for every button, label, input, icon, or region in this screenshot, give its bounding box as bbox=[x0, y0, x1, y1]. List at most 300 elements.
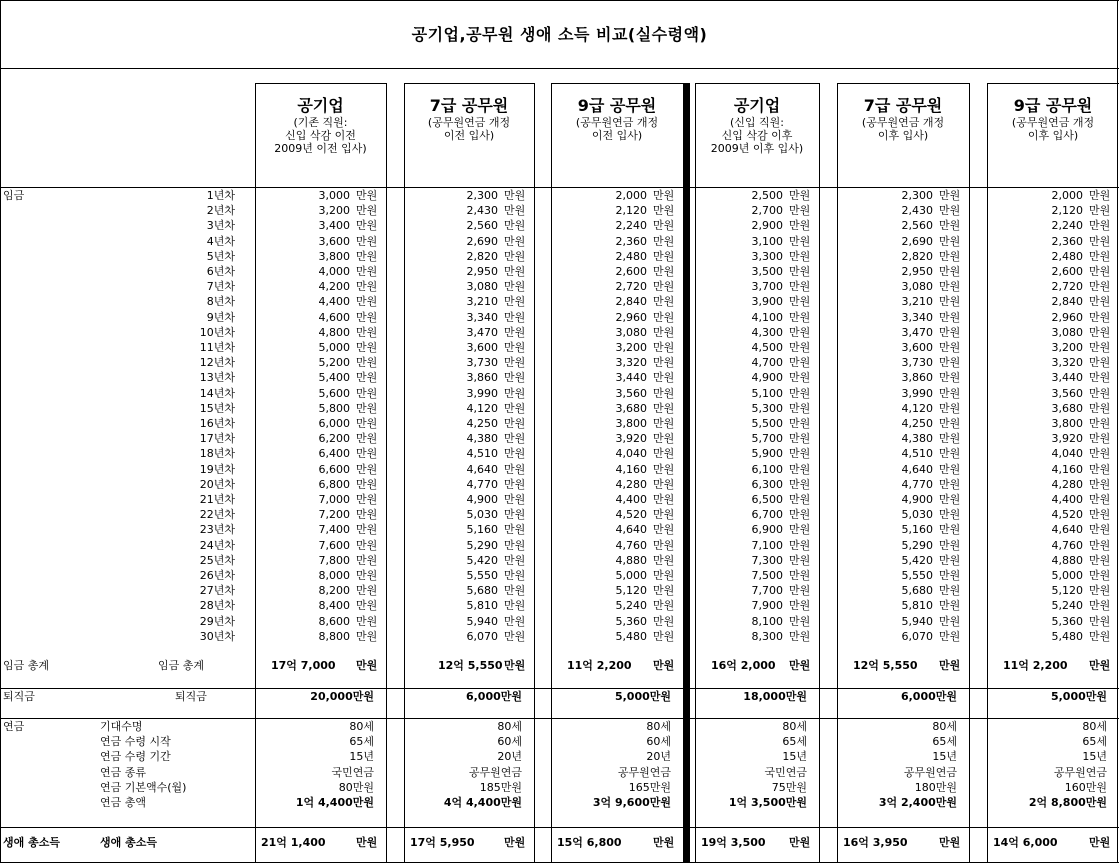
value-cell: 4,700 bbox=[751, 356, 783, 369]
unit-cell: 만원 bbox=[356, 402, 378, 415]
unit-cell: 만원 bbox=[1089, 599, 1111, 612]
value-cell: 5,800 bbox=[318, 402, 350, 415]
year-label: 10년차 bbox=[199, 326, 235, 339]
unit-cell: 만원 bbox=[653, 371, 675, 384]
unit-cell: 만원 bbox=[789, 599, 811, 612]
value-cell: 5,000만원 bbox=[1050, 690, 1107, 703]
value-cell: 1억 3,500만원 bbox=[728, 796, 807, 809]
unit-cell: 만원 bbox=[789, 508, 811, 521]
unit-cell: 만원 bbox=[653, 569, 675, 582]
unit-cell: 만원 bbox=[789, 371, 811, 384]
unit-cell: 만원 bbox=[653, 341, 675, 354]
unit-cell: 만원 bbox=[356, 250, 378, 263]
v-rule bbox=[386, 83, 387, 863]
value-cell: 80세 bbox=[497, 720, 522, 733]
unit-cell: 만원 bbox=[1089, 402, 1111, 415]
unit-cell: 만원 bbox=[653, 630, 675, 643]
pension-label: 연금 수령 기간 bbox=[100, 750, 171, 763]
unit-cell: 만원 bbox=[653, 250, 675, 263]
value-cell: 6,500 bbox=[751, 493, 783, 506]
unit-cell: 만원 bbox=[939, 615, 961, 628]
value-cell: 6,000 bbox=[318, 417, 350, 430]
unit-cell: 만원 bbox=[356, 280, 378, 293]
unit-cell: 만원 bbox=[789, 447, 811, 460]
h-rule bbox=[0, 68, 1119, 69]
value-cell: 5,600 bbox=[318, 387, 350, 400]
unit-cell: 만원 bbox=[653, 311, 675, 324]
value-cell: 5,300 bbox=[751, 402, 783, 415]
value-cell: 국민연금 bbox=[331, 766, 374, 779]
unit-cell: 만원 bbox=[356, 219, 378, 232]
value-cell: 7,900 bbox=[751, 599, 783, 612]
year-label: 19년차 bbox=[199, 463, 235, 476]
year-label: 5년차 bbox=[206, 250, 235, 263]
value-cell: 4,160 bbox=[615, 463, 647, 476]
value-cell: 5,030 bbox=[466, 508, 498, 521]
unit-cell: 만원 bbox=[1089, 341, 1111, 354]
year-label: 23년차 bbox=[199, 523, 235, 536]
unit-cell: 만원 bbox=[1089, 280, 1111, 293]
value-cell: 2,950 bbox=[901, 265, 933, 278]
unit-cell: 만원 bbox=[789, 523, 811, 536]
unit-cell: 만원 bbox=[939, 493, 961, 506]
value-cell: 2,120 bbox=[1051, 204, 1083, 217]
value-cell: 3,100 bbox=[751, 235, 783, 248]
value-cell: 3,080 bbox=[615, 326, 647, 339]
unit-cell: 만원 bbox=[939, 523, 961, 536]
value-cell: 7,600 bbox=[318, 539, 350, 552]
pension-label: 연금 기본액수(월) bbox=[100, 781, 187, 794]
unit-cell: 만원 bbox=[504, 265, 526, 278]
value-cell: 3,920 bbox=[1051, 432, 1083, 445]
unit-cell: 만원 bbox=[1089, 615, 1111, 628]
unit-cell: 만원 bbox=[653, 235, 675, 248]
value-cell: 2,360 bbox=[615, 235, 647, 248]
unit-cell: 만원 bbox=[1089, 417, 1111, 430]
unit-cell: 만원 bbox=[504, 539, 526, 552]
value-cell: 4억 4,400만원 bbox=[443, 796, 522, 809]
year-label: 15년차 bbox=[199, 402, 235, 415]
column-subtitle: (공무원연금 개정 이전 입사) bbox=[427, 116, 511, 142]
unit-cell: 만원 bbox=[789, 204, 811, 217]
unit-cell: 만원 bbox=[653, 447, 675, 460]
h-rule bbox=[0, 0, 1119, 1]
year-label: 29년차 bbox=[199, 615, 235, 628]
unit-cell: 만원 bbox=[504, 659, 526, 672]
unit-cell: 만원 bbox=[939, 189, 961, 202]
unit-cell: 만원 bbox=[1089, 219, 1111, 232]
unit-cell: 만원 bbox=[504, 402, 526, 415]
value-cell: 7,500 bbox=[751, 569, 783, 582]
value-cell: 2,840 bbox=[615, 295, 647, 308]
column-header bbox=[255, 96, 386, 155]
unit-cell: 만원 bbox=[653, 599, 675, 612]
year-label: 7년차 bbox=[206, 280, 235, 293]
unit-cell: 만원 bbox=[939, 584, 961, 597]
value-cell: 3,600 bbox=[901, 341, 933, 354]
unit-cell: 만원 bbox=[939, 402, 961, 415]
value-cell: 4,640 bbox=[615, 523, 647, 536]
unit-cell: 만원 bbox=[1089, 204, 1111, 217]
value-cell: 5,480 bbox=[615, 630, 647, 643]
value-cell: 5,360 bbox=[615, 615, 647, 628]
unit-cell: 만원 bbox=[1089, 463, 1111, 476]
column-subtitle: (공무원연금 개정 이전 입사) bbox=[575, 116, 659, 142]
value-cell: 2,720 bbox=[1051, 280, 1083, 293]
unit-cell: 만원 bbox=[356, 295, 378, 308]
value-cell: 6,070 bbox=[466, 630, 498, 643]
value-cell: 2,360 bbox=[1051, 235, 1083, 248]
unit-cell: 만원 bbox=[356, 189, 378, 202]
unit-cell: 만원 bbox=[653, 836, 675, 849]
value-cell: 20,000만원 bbox=[310, 690, 374, 703]
year-label: 21년차 bbox=[199, 493, 235, 506]
value-cell: 16억 2,000 bbox=[711, 659, 776, 672]
unit-cell: 만원 bbox=[653, 265, 675, 278]
unit-cell: 만원 bbox=[504, 447, 526, 460]
column-header bbox=[837, 96, 969, 142]
value-cell: 5,120 bbox=[1051, 584, 1083, 597]
unit-cell: 만원 bbox=[504, 478, 526, 491]
value-cell: 12억 5,550 bbox=[438, 659, 503, 672]
value-cell: 3,470 bbox=[466, 326, 498, 339]
value-cell: 4,760 bbox=[1051, 539, 1083, 552]
value-cell: 2,560 bbox=[466, 219, 498, 232]
unit-cell: 만원 bbox=[939, 280, 961, 293]
year-label: 30년차 bbox=[199, 630, 235, 643]
year-label: 17년차 bbox=[199, 432, 235, 445]
value-cell: 3억 9,600만원 bbox=[592, 796, 671, 809]
value-cell: 80세 bbox=[782, 720, 807, 733]
unit-cell: 만원 bbox=[504, 235, 526, 248]
value-cell: 3,800 bbox=[615, 417, 647, 430]
unit-cell: 만원 bbox=[1089, 630, 1111, 643]
value-cell: 2,950 bbox=[466, 265, 498, 278]
unit-cell: 만원 bbox=[504, 326, 526, 339]
unit-cell: 만원 bbox=[356, 836, 378, 849]
value-cell: 공무원연금 bbox=[903, 766, 957, 779]
column-title: 공기업 bbox=[733, 96, 781, 115]
value-cell: 5,500 bbox=[751, 417, 783, 430]
unit-cell: 만원 bbox=[939, 387, 961, 400]
unit-cell: 만원 bbox=[504, 295, 526, 308]
value-cell: 3,080 bbox=[1051, 326, 1083, 339]
value-cell: 5,000만원 bbox=[614, 690, 671, 703]
value-cell: 12억 5,550 bbox=[853, 659, 918, 672]
value-cell: 4,250 bbox=[466, 417, 498, 430]
value-cell: 공무원연금 bbox=[617, 766, 671, 779]
value-cell: 5,680 bbox=[466, 584, 498, 597]
section-label: 연금 bbox=[3, 720, 25, 733]
unit-cell: 만원 bbox=[1089, 569, 1111, 582]
value-cell: 5,680 bbox=[901, 584, 933, 597]
value-cell: 5,810 bbox=[466, 599, 498, 612]
value-cell: 5,200 bbox=[318, 356, 350, 369]
value-cell: 80만원 bbox=[338, 781, 374, 794]
value-cell: 3,210 bbox=[901, 295, 933, 308]
value-cell: 4,100 bbox=[751, 311, 783, 324]
value-cell: 6,100 bbox=[751, 463, 783, 476]
value-cell: 2,000 bbox=[1051, 189, 1083, 202]
unit-cell: 만원 bbox=[504, 554, 526, 567]
unit-cell: 만원 bbox=[939, 295, 961, 308]
year-label: 12년차 bbox=[199, 356, 235, 369]
value-cell: 185만원 bbox=[479, 781, 522, 794]
value-cell: 2,690 bbox=[466, 235, 498, 248]
value-cell: 3,000 bbox=[318, 189, 350, 202]
value-cell: 160만원 bbox=[1064, 781, 1107, 794]
value-cell: 15년 bbox=[932, 750, 957, 763]
h-rule bbox=[0, 688, 1119, 689]
divider-bar bbox=[683, 83, 690, 863]
value-cell: 2억 8,800만원 bbox=[1028, 796, 1107, 809]
value-cell: 4,040 bbox=[1051, 447, 1083, 460]
value-cell: 2,700 bbox=[751, 204, 783, 217]
value-cell: 6,900 bbox=[751, 523, 783, 536]
value-cell: 2,900 bbox=[751, 219, 783, 232]
unit-cell: 만원 bbox=[1089, 584, 1111, 597]
unit-cell: 만원 bbox=[504, 463, 526, 476]
value-cell: 3,080 bbox=[466, 280, 498, 293]
value-cell: 7,700 bbox=[751, 584, 783, 597]
value-cell: 8,400 bbox=[318, 599, 350, 612]
unit-cell: 만원 bbox=[356, 659, 378, 672]
year-label: 26년차 bbox=[199, 569, 235, 582]
unit-cell: 만원 bbox=[789, 280, 811, 293]
value-cell: 6,600 bbox=[318, 463, 350, 476]
value-cell: 7,300 bbox=[751, 554, 783, 567]
unit-cell: 만원 bbox=[939, 371, 961, 384]
value-cell: 4,880 bbox=[615, 554, 647, 567]
unit-cell: 만원 bbox=[939, 341, 961, 354]
value-cell: 2,600 bbox=[615, 265, 647, 278]
unit-cell: 만원 bbox=[653, 478, 675, 491]
unit-cell: 만원 bbox=[939, 356, 961, 369]
value-cell: 8,800 bbox=[318, 630, 350, 643]
value-cell: 2,430 bbox=[901, 204, 933, 217]
unit-cell: 만원 bbox=[356, 630, 378, 643]
unit-cell: 만원 bbox=[939, 569, 961, 582]
value-cell: 3,920 bbox=[615, 432, 647, 445]
year-label: 9년차 bbox=[206, 311, 235, 324]
value-cell: 180만원 bbox=[914, 781, 957, 794]
unit-cell: 만원 bbox=[939, 463, 961, 476]
value-cell: 80세 bbox=[349, 720, 374, 733]
value-cell: 5,290 bbox=[901, 539, 933, 552]
value-cell: 5,000 bbox=[318, 341, 350, 354]
value-cell: 5,160 bbox=[901, 523, 933, 536]
value-cell: 4,500 bbox=[751, 341, 783, 354]
value-cell: 2,500 bbox=[751, 189, 783, 202]
value-cell: 65세 bbox=[782, 735, 807, 748]
value-cell: 3,320 bbox=[615, 356, 647, 369]
year-label: 28년차 bbox=[199, 599, 235, 612]
value-cell: 5,420 bbox=[901, 554, 933, 567]
value-cell: 5,240 bbox=[615, 599, 647, 612]
value-cell: 3,340 bbox=[466, 311, 498, 324]
unit-cell: 만원 bbox=[504, 630, 526, 643]
value-cell: 5,480 bbox=[1051, 630, 1083, 643]
value-cell: 국민연금 bbox=[764, 766, 807, 779]
value-cell: 15년 bbox=[349, 750, 374, 763]
unit-cell: 만원 bbox=[789, 463, 811, 476]
unit-cell: 만원 bbox=[356, 417, 378, 430]
value-cell: 18,000만원 bbox=[743, 690, 807, 703]
value-cell: 80세 bbox=[646, 720, 671, 733]
unit-cell: 만원 bbox=[356, 584, 378, 597]
value-cell: 7,000 bbox=[318, 493, 350, 506]
unit-cell: 만원 bbox=[653, 219, 675, 232]
unit-cell: 만원 bbox=[939, 599, 961, 612]
value-cell: 7,100 bbox=[751, 539, 783, 552]
value-cell: 15년 bbox=[782, 750, 807, 763]
value-cell: 60세 bbox=[646, 735, 671, 748]
unit-cell: 만원 bbox=[504, 569, 526, 582]
unit-cell: 만원 bbox=[504, 204, 526, 217]
value-cell: 5,290 bbox=[466, 539, 498, 552]
unit-cell: 만원 bbox=[504, 584, 526, 597]
value-cell: 2,240 bbox=[615, 219, 647, 232]
value-cell: 8,600 bbox=[318, 615, 350, 628]
unit-cell: 만원 bbox=[504, 371, 526, 384]
unit-cell: 만원 bbox=[356, 493, 378, 506]
value-cell: 11억 2,200 bbox=[1003, 659, 1068, 672]
unit-cell: 만원 bbox=[1089, 295, 1111, 308]
unit-cell: 만원 bbox=[1089, 371, 1111, 384]
unit-cell: 만원 bbox=[789, 219, 811, 232]
unit-cell: 만원 bbox=[939, 659, 961, 672]
unit-cell: 만원 bbox=[939, 204, 961, 217]
value-cell: 4,520 bbox=[1051, 508, 1083, 521]
value-cell: 80세 bbox=[932, 720, 957, 733]
value-cell: 2,120 bbox=[615, 204, 647, 217]
value-cell: 공무원연금 bbox=[468, 766, 522, 779]
unit-cell: 만원 bbox=[504, 432, 526, 445]
value-cell: 8,200 bbox=[318, 584, 350, 597]
unit-cell: 만원 bbox=[504, 836, 526, 849]
unit-cell: 만원 bbox=[504, 189, 526, 202]
unit-cell: 만원 bbox=[789, 265, 811, 278]
unit-cell: 만원 bbox=[789, 326, 811, 339]
value-cell: 3,440 bbox=[1051, 371, 1083, 384]
unit-cell: 만원 bbox=[653, 295, 675, 308]
value-cell: 2,000 bbox=[615, 189, 647, 202]
unit-cell: 만원 bbox=[789, 250, 811, 263]
unit-cell: 만원 bbox=[789, 539, 811, 552]
unit-cell: 만원 bbox=[356, 615, 378, 628]
unit-cell: 만원 bbox=[356, 447, 378, 460]
v-rule bbox=[819, 83, 820, 863]
value-cell: 4,400 bbox=[1051, 493, 1083, 506]
value-cell: 4,880 bbox=[1051, 554, 1083, 567]
value-cell: 5,030 bbox=[901, 508, 933, 521]
value-cell: 7,200 bbox=[318, 508, 350, 521]
column-subtitle: (신입 직원: 신입 삭감 이후 2009년 이후 입사) bbox=[710, 116, 804, 155]
value-cell: 6,000만원 bbox=[900, 690, 957, 703]
unit-cell: 만원 bbox=[939, 432, 961, 445]
unit-cell: 만원 bbox=[653, 659, 675, 672]
column-title: 7급 공무원 bbox=[863, 96, 943, 115]
value-cell: 4,400 bbox=[615, 493, 647, 506]
value-cell: 11억 2,200 bbox=[567, 659, 632, 672]
column-header bbox=[695, 96, 819, 155]
unit-cell: 만원 bbox=[356, 554, 378, 567]
year-label: 4년차 bbox=[206, 235, 235, 248]
value-cell: 4,160 bbox=[1051, 463, 1083, 476]
unit-cell: 만원 bbox=[789, 387, 811, 400]
year-label: 18년차 bbox=[199, 447, 235, 460]
value-cell: 3,900 bbox=[751, 295, 783, 308]
value-cell: 2,960 bbox=[615, 311, 647, 324]
h-rule bbox=[255, 83, 386, 84]
value-cell: 2,960 bbox=[1051, 311, 1083, 324]
value-cell: 3,860 bbox=[901, 371, 933, 384]
value-cell: 3,680 bbox=[615, 402, 647, 415]
value-cell: 8,300 bbox=[751, 630, 783, 643]
value-cell: 1억 4,400만원 bbox=[295, 796, 374, 809]
value-cell: 6,000만원 bbox=[465, 690, 522, 703]
value-cell: 3,300 bbox=[751, 250, 783, 263]
unit-cell: 만원 bbox=[1089, 326, 1111, 339]
unit-cell: 만원 bbox=[356, 508, 378, 521]
value-cell: 8,000 bbox=[318, 569, 350, 582]
value-cell: 6,800 bbox=[318, 478, 350, 491]
unit-cell: 만원 bbox=[789, 615, 811, 628]
section-label: 임금 bbox=[3, 189, 25, 202]
unit-cell: 만원 bbox=[789, 189, 811, 202]
value-cell: 5,000 bbox=[1051, 569, 1083, 582]
value-cell: 4,120 bbox=[466, 402, 498, 415]
value-cell: 2,300 bbox=[466, 189, 498, 202]
unit-cell: 만원 bbox=[356, 478, 378, 491]
column-subtitle: (공무원연금 개정 이후 입사) bbox=[1011, 116, 1095, 142]
value-cell: 3,680 bbox=[1051, 402, 1083, 415]
unit-cell: 만원 bbox=[789, 341, 811, 354]
unit-cell: 만원 bbox=[356, 204, 378, 217]
value-cell: 4,510 bbox=[466, 447, 498, 460]
value-cell: 3,080 bbox=[901, 280, 933, 293]
value-cell: 5,400 bbox=[318, 371, 350, 384]
value-cell: 5,900 bbox=[751, 447, 783, 460]
unit-cell: 만원 bbox=[939, 250, 961, 263]
h-rule bbox=[0, 187, 1119, 188]
row-label: 퇴직금 bbox=[175, 690, 207, 703]
unit-cell: 만원 bbox=[1089, 554, 1111, 567]
value-cell: 4,380 bbox=[466, 432, 498, 445]
value-cell: 5,160 bbox=[466, 523, 498, 536]
value-cell: 21억 1,400 bbox=[261, 836, 326, 849]
unit-cell: 만원 bbox=[789, 402, 811, 415]
unit-cell: 만원 bbox=[789, 356, 811, 369]
unit-cell: 만원 bbox=[356, 387, 378, 400]
unit-cell: 만원 bbox=[1089, 235, 1111, 248]
unit-cell: 만원 bbox=[939, 630, 961, 643]
pension-label: 연금 총액 bbox=[100, 796, 147, 809]
value-cell: 6,700 bbox=[751, 508, 783, 521]
v-rule bbox=[969, 83, 970, 863]
value-cell: 80세 bbox=[1082, 720, 1107, 733]
value-cell: 3,320 bbox=[1051, 356, 1083, 369]
v-rule bbox=[0, 0, 1, 863]
value-cell: 3,340 bbox=[901, 311, 933, 324]
value-cell: 7,800 bbox=[318, 554, 350, 567]
value-cell: 5,360 bbox=[1051, 615, 1083, 628]
value-cell: 4,300 bbox=[751, 326, 783, 339]
value-cell: 6,400 bbox=[318, 447, 350, 460]
value-cell: 5,550 bbox=[901, 569, 933, 582]
value-cell: 5,240 bbox=[1051, 599, 1083, 612]
unit-cell: 만원 bbox=[504, 356, 526, 369]
